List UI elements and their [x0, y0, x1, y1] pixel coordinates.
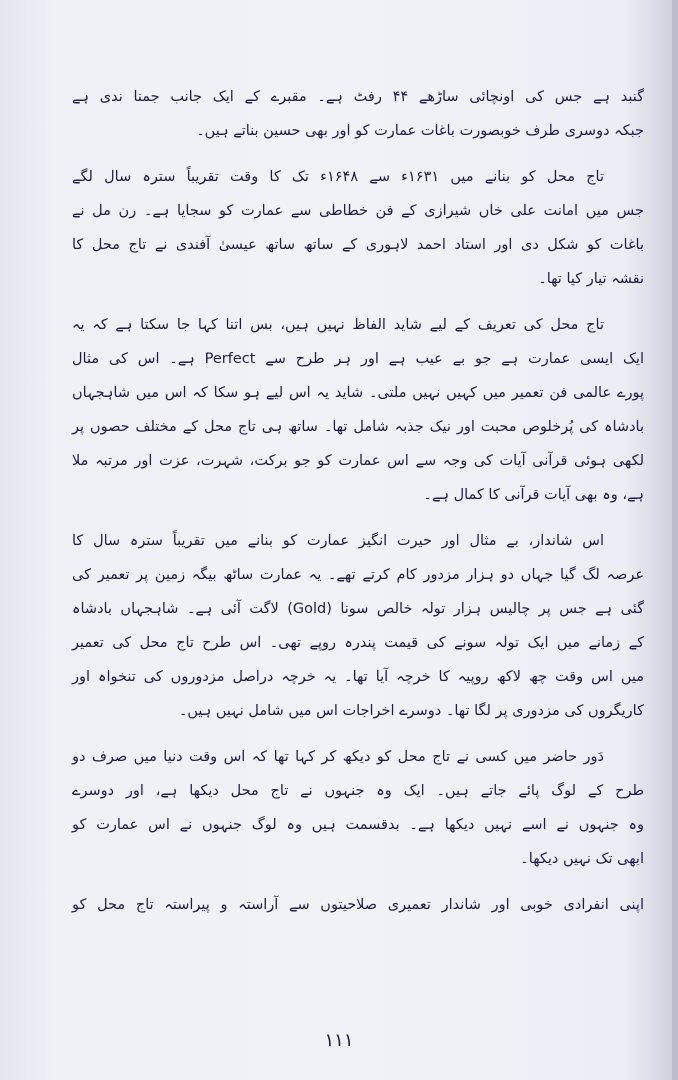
text-line: پورے عالمی فن تعمیر میں کہیں نہیں ملتی۔ شاید یہ اس لیے ہو سکا کہ اس میں شاہجہاں [72, 385, 644, 401]
text-line: دَور حاضر میں کسی نے تاج محل کو دیکھ کر کہا تھا کہ اس وقت دنیا میں صرف دو [72, 749, 604, 765]
text-line: باغات کو شکل دی اور استاد احمد لاہوری کے ساتھ ساتھ عیسیٰ آفندی نے تاج محل کا [72, 237, 644, 253]
page-edge-shadow [672, 0, 678, 1080]
text-line: ہے، وہ بھی آیات قرآنی کا کمال ہے۔ [423, 487, 644, 503]
paragraph [72, 740, 644, 876]
text-line: کاریگروں کی مزدوری پر لگا تھا۔ دوسرے اخراجات اس میں شامل نہیں ہیں۔ [178, 703, 644, 719]
text-line: تاج محل کی تعریف کے لیے شاید الفاظ نہیں ہیں، بس اتنا کہا جا سکتا ہے کہ یہ [72, 317, 604, 333]
text-line: گئی ہے جس پر چالیس ہزار تولہ خالص سونا (Gold) لاگت آئی ہے۔ شاہجہاں بادشاہ [72, 601, 644, 617]
text-line: وہ جنہوں نے اسے نہیں دیکھا ہے۔ بدقسمت ہیں وہ لوگ جنہوں نے اس عمارت کو [72, 817, 644, 833]
page-number: ۱۱۱ [324, 1030, 354, 1051]
text-line: تاج محل کو بنانے میں ۱۶۳۱ء سے ۱۶۴۸ء تک کا وقت تقریباً سترہ سال لگے [72, 169, 605, 185]
paragraph [72, 308, 644, 512]
paragraph [72, 80, 644, 148]
text-line: طرح کے لوگ پائے جاتے ہیں۔ ایک وہ جنہوں نے تاج محل دیکھا ہے، اور دوسرے [72, 783, 644, 799]
text-line: کے زمانے میں ایک تولہ سونے کی قیمت پندرہ روپے تھی۔ اس طرح تاج محل کی تعمیر [72, 635, 644, 651]
text-line: نقشہ تیار کیا تھا۔ [538, 271, 644, 287]
text-line: اپنی انفرادی خوبی اور شاندار تعمیری صلاحیتوں سے آراستہ و پیراستہ تاج محل کو [72, 897, 644, 913]
text-line: جبکہ دوسری طرف خوبصورت باغات عمارت کو اور بھی حسین بناتے ہیں۔ [196, 123, 644, 139]
text-line: میں اس وقت چھ لاکھ روپیہ کا خرچہ آیا تھا۔ یہ خرچہ دراصل مزدوروں کی تنخواہ اور [72, 669, 644, 685]
paragraph [72, 888, 644, 922]
text-line: ایک ایسی عمارت ہے جو بے عیب ہے اور ہر طرح سے Perfect ہے۔ اس کی مثال [72, 351, 644, 367]
text-line: عرصہ لگ گیا جہاں دو ہزار مزدور کام کرتے تھے۔ یہ عمارت ساٹھ بیگہ زمین پر تعمیر کی [72, 567, 644, 583]
text-line: لکھی ہوئی قرآنی آیات کی وجہ سے اس عمارت کو جو برکت، شہرت، عزت اور مرتبہ ملا [72, 453, 644, 469]
book-page-body [72, 80, 644, 922]
text-line: بادشاہ کی پُرخلوص محبت اور نیک جذبہ شامل تھا۔ ساتھ ہی تاج محل کے مختلف حصوں پر [72, 419, 644, 435]
paragraph [72, 160, 644, 296]
text-line: ابھی تک نہیں دیکھا۔ [520, 851, 644, 867]
text-line: جس میں امانت علی خاں شیرازی کے فن خطاطی سے عمارت کو سجایا ہے۔ رن مل نے [72, 203, 644, 219]
paragraph [72, 524, 644, 728]
text-line: گنبد ہے جس کی اونچائی ساڑھے ۴۴ رفٹ ہے۔ مقبرے کے ایک جانب جمنا ندی ہے [72, 89, 645, 105]
text-line: اس شاندار، بے مثال اور حیرت انگیز عمارت کو بنانے میں تقریباً سترہ سال کا [72, 533, 604, 549]
